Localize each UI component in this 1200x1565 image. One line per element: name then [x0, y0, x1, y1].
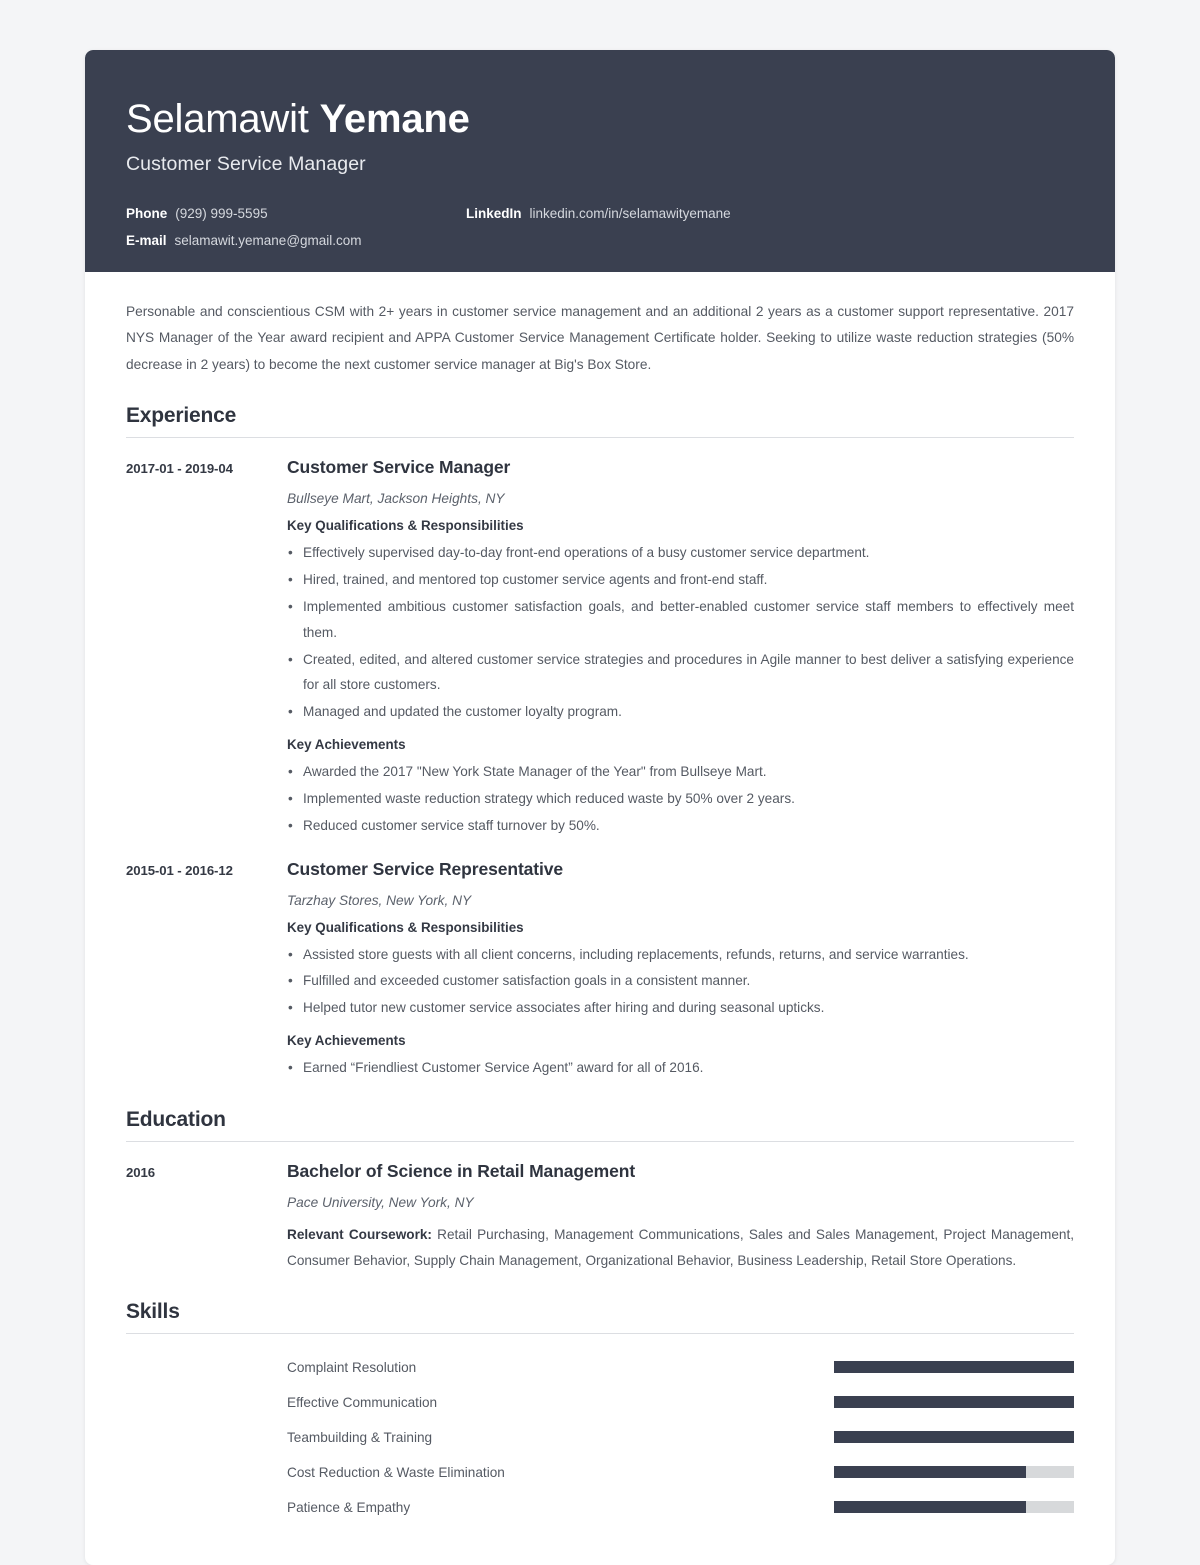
skill-level-track — [834, 1396, 1074, 1408]
skill-level-fill — [834, 1361, 1074, 1373]
coursework-text: Retail Purchasing, Management Communications, Sales and Sales Management, Project Management, Consumer Behavior, Supply Chain Management, Organizational Behavior, Business Leadership, Retail Store Operations. — [287, 1226, 1075, 1268]
education-content — [287, 1161, 1074, 1274]
contact-phone — [126, 206, 466, 221]
section-education — [126, 1108, 1074, 1274]
experience-content — [287, 859, 1074, 1082]
candidate-job-title: Customer Service Manager — [126, 153, 366, 176]
resume-header — [85, 50, 1115, 272]
skill-level-fill — [834, 1396, 1074, 1408]
coursework-label: Relevant Coursework: — [287, 1226, 432, 1242]
experience-job-title: Customer Service Manager — [287, 457, 511, 478]
skill-level-track — [834, 1466, 1074, 1478]
list-item: • Reduced customer service staff turnover by 50%. — [287, 813, 1074, 839]
skill-label: Patience & Empathy — [287, 1499, 411, 1515]
skill-row — [126, 1350, 1074, 1385]
contact-email[interactable] — [126, 233, 466, 248]
education-date: 2016 — [126, 1164, 155, 1180]
contact-linkedin[interactable] — [466, 206, 731, 221]
contact-label-phone: Phone — [126, 206, 168, 222]
skill-level-fill — [834, 1466, 1026, 1478]
experience-company: Tarzhay Stores, New York, NY — [287, 892, 472, 908]
qualifications-label: Key Qualifications & Responsibilities — [287, 919, 524, 935]
achievements-list — [287, 759, 1074, 838]
achievements-list — [287, 1055, 1074, 1081]
skill-label: Effective Communication — [287, 1394, 438, 1410]
section-title-education: Education — [126, 1107, 226, 1131]
skills-list — [126, 1350, 1074, 1525]
contact-value-phone: (929) 999-5595 — [175, 206, 268, 222]
last-name: Yemane — [319, 97, 470, 141]
experience-job-title: Customer Service Representative — [287, 858, 564, 879]
experience-company: Bullseye Mart, Jackson Heights, NY — [287, 491, 505, 507]
section-title-experience: Experience — [126, 404, 237, 428]
list-item: • Helped tutor new customer service associates after hiring and during seasonal upticks. — [287, 995, 1074, 1021]
list-item: • Managed and updated the customer loyalty program. — [287, 699, 1074, 725]
skill-label: Complaint Resolution — [287, 1359, 417, 1375]
skill-label: Teambuilding & Training — [287, 1429, 433, 1445]
list-item: • Effectively supervised day-to-day front-end operations of a busy customer service department. — [287, 540, 1074, 566]
list-item: • Awarded the 2017 "New York State Manager of the Year" from Bullseye Mart. — [287, 759, 1074, 785]
experience-entry — [126, 859, 1074, 1082]
qualifications-list — [287, 540, 1074, 725]
skill-row — [126, 1455, 1074, 1490]
professional-summary: Personable and conscientious CSM with 2+ years in customer service management and an additional 2 years as a customer support representative. 2017 NYS Manager of the Year award recipient and APPA Customer Service Management Certificate holder. Seeking to utilize waste reduction strategies (50% decrease in 2 years) to become the next customer service manager at Big's Box Store. — [126, 304, 1074, 372]
experience-content — [287, 457, 1074, 839]
skill-row — [126, 1490, 1074, 1525]
contact-label-email: E-mail — [126, 233, 167, 249]
list-item: • Fulfilled and exceeded customer satisfaction goals in a consistent manner. — [287, 968, 1074, 994]
experience-date: 2017-01 - 2019-04 — [126, 461, 233, 477]
contact-label-linkedin: LinkedIn — [466, 206, 522, 222]
skill-level-track — [834, 1361, 1074, 1373]
list-item: • Implemented ambitious customer satisfaction goals, and better-enabled customer service staff members to effectively meet them. — [287, 594, 1074, 646]
skill-label: Cost Reduction & Waste Elimination — [287, 1464, 505, 1480]
skill-level-fill — [834, 1501, 1026, 1513]
list-item: • Assisted store guests with all client concerns, including replacements, refunds, returns, and service warranties. — [287, 942, 1074, 968]
skill-row — [126, 1385, 1074, 1420]
skill-level-track — [834, 1431, 1074, 1443]
education-coursework — [287, 1222, 1074, 1274]
list-item: • Created, edited, and altered customer service strategies and procedures in Agile manner to best deliver a satisfying experience for all store customers. — [287, 647, 1074, 699]
contact-row-1 — [126, 206, 1074, 221]
experience-entry — [126, 457, 1074, 839]
contact-details — [126, 206, 1074, 248]
contact-row-2 — [126, 233, 1074, 248]
resume-card — [85, 50, 1115, 1565]
list-item: • Hired, trained, and mentored top customer service agents and front-end staff. — [287, 567, 1074, 593]
section-title-skills: Skills — [126, 1299, 180, 1323]
candidate-name — [126, 96, 1074, 143]
section-experience — [126, 404, 1074, 1082]
achievements-label: Key Achievements — [287, 1033, 406, 1049]
skill-row — [126, 1420, 1074, 1455]
first-name: Selamawit — [126, 97, 309, 141]
contact-value-email[interactable]: selamawit.yemane@gmail.com — [174, 233, 362, 249]
achievements-label: Key Achievements — [287, 737, 406, 753]
section-divider — [126, 437, 1074, 438]
experience-date: 2015-01 - 2016-12 — [126, 862, 233, 878]
contact-value-linkedin[interactable]: linkedin.com/in/selamawityemane — [529, 206, 731, 222]
education-entry — [126, 1161, 1074, 1274]
qualifications-list — [287, 942, 1074, 1021]
list-item: • Implemented waste reduction strategy which reduced waste by 50% over 2 years. — [287, 786, 1074, 812]
section-divider — [126, 1141, 1074, 1142]
qualifications-label: Key Qualifications & Responsibilities — [287, 518, 524, 534]
list-item: • Earned “Friendliest Customer Service Agent” award for all of 2016. — [287, 1055, 1074, 1081]
section-skills — [126, 1300, 1074, 1525]
resume-body — [85, 299, 1115, 1565]
education-degree: Bachelor of Science in Retail Management — [287, 1160, 636, 1181]
skill-level-fill — [834, 1431, 1074, 1443]
section-divider — [126, 1333, 1074, 1334]
education-school: Pace University, New York, NY — [287, 1194, 474, 1210]
skill-level-track — [834, 1501, 1074, 1513]
